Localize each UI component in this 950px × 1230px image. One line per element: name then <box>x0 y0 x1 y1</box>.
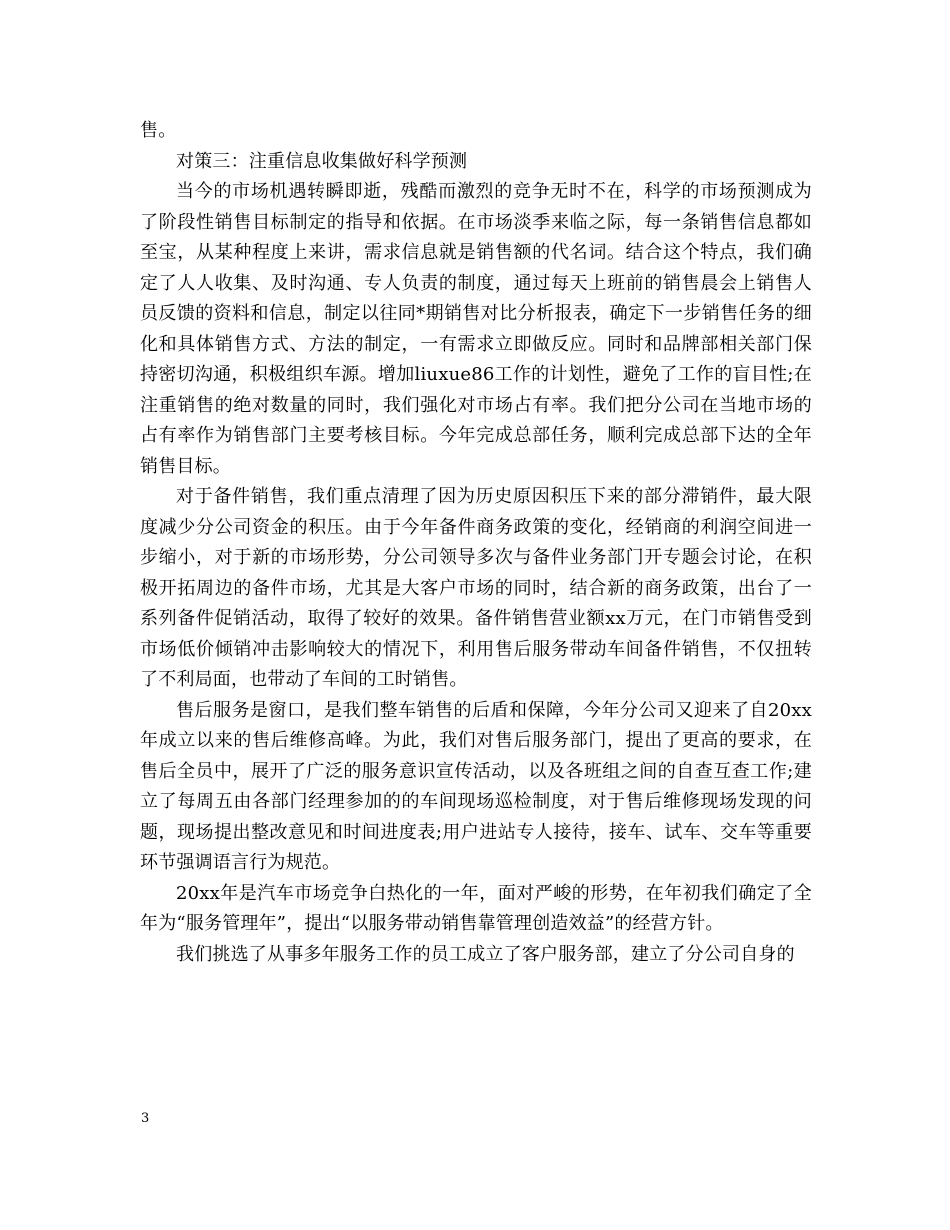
page-number: 3 <box>141 1111 150 1126</box>
section-heading-strategy-three: 对策三：注重信息收集做好科学预测 <box>176 150 468 172</box>
body-text <box>140 116 812 970</box>
paragraph-parts-sales: 对于备件销售，我们重点清理了因为历史原因积压下来的部分滞销件，最大限度减少分公司资金的积压。由于今年备件商务政策的变化，经销商的利润空间进一步缩小，对于新的市场形势，分公司领导多次与备件业务部门开专题会讨论，在积极开拓周边的备件市场，尤其是大客户市场的同时，结合新的商务政策，出台了一系列备件促销活动，取得了较好的效果。备件销售营业额xx万元，在门市销售受到市场低价倾销冲击影响较大的情况下，利用售后服务带动车间备件销售，不仅扭转了不利局面，也带动了车间的工时销售。 <box>140 486 812 690</box>
paragraph-customer-service-dept: 我们挑选了从事多年服务工作的员工成立了客户服务部，建立了分公司自身的 <box>176 943 795 965</box>
paragraph-1: 售。 <box>140 120 177 141</box>
paragraph-service-management-year: 20xx年是汽车市场竞争白热化的一年，面对严峻的形势，在年初我们确定了全年为“服务管理年”，提出“以服务带动销售靠管理创造效益”的经营方针。 <box>140 882 812 934</box>
paragraph-market-forecast: 当今的市场机遇转瞬即逝，残酷而激烈的竞争无时不在，科学的市场预测成为了阶段性销售目标制定的指导和依据。在市场淡季来临之际，每一条销售信息都如至宝，从某种程度上来讲，需求信息就是销售额的代名词。结合这个特点，我们确定了人人收集、及时沟通、专人负责的制度，通过每天上班前的销售晨会上销售人员反馈的资料和信息，制定以往同*期销售对比分析报表，确定下一步销售任务的细化和具体销售方式、方法的制定，一有需求立即做反应。同时和品牌部相关部门保持密切沟通，积极组织车源。增加liuxue86工作的计划性，避免了工作的盲目性;在注重销售的绝对数量的同时，我们强化对市场占有率。我们把分公司在当地市场的占有率作为销售部门主要考核目标。今年完成总部任务，顺利完成总部下达的全年销售目标。 <box>140 181 812 477</box>
paragraph-after-sales-service: 售后服务是窗口，是我们整车销售的后盾和保障，今年分公司又迎来了自20xx年成立以来的售后维修高峰。为此，我们对售后服务部门，提出了更高的要求，在售后全员中，展开了广泛的服务意识宣传活动，以及各班组之间的自查互查工作;建立了每周五由各部门经理参加的的车间现场巡检制度，对于售后维修现场发现的问题，现场提出整改意见和时间进度表;用户进站专人接待，接车、试车、交车等重要环节强调语言行为规范。 <box>140 699 812 873</box>
